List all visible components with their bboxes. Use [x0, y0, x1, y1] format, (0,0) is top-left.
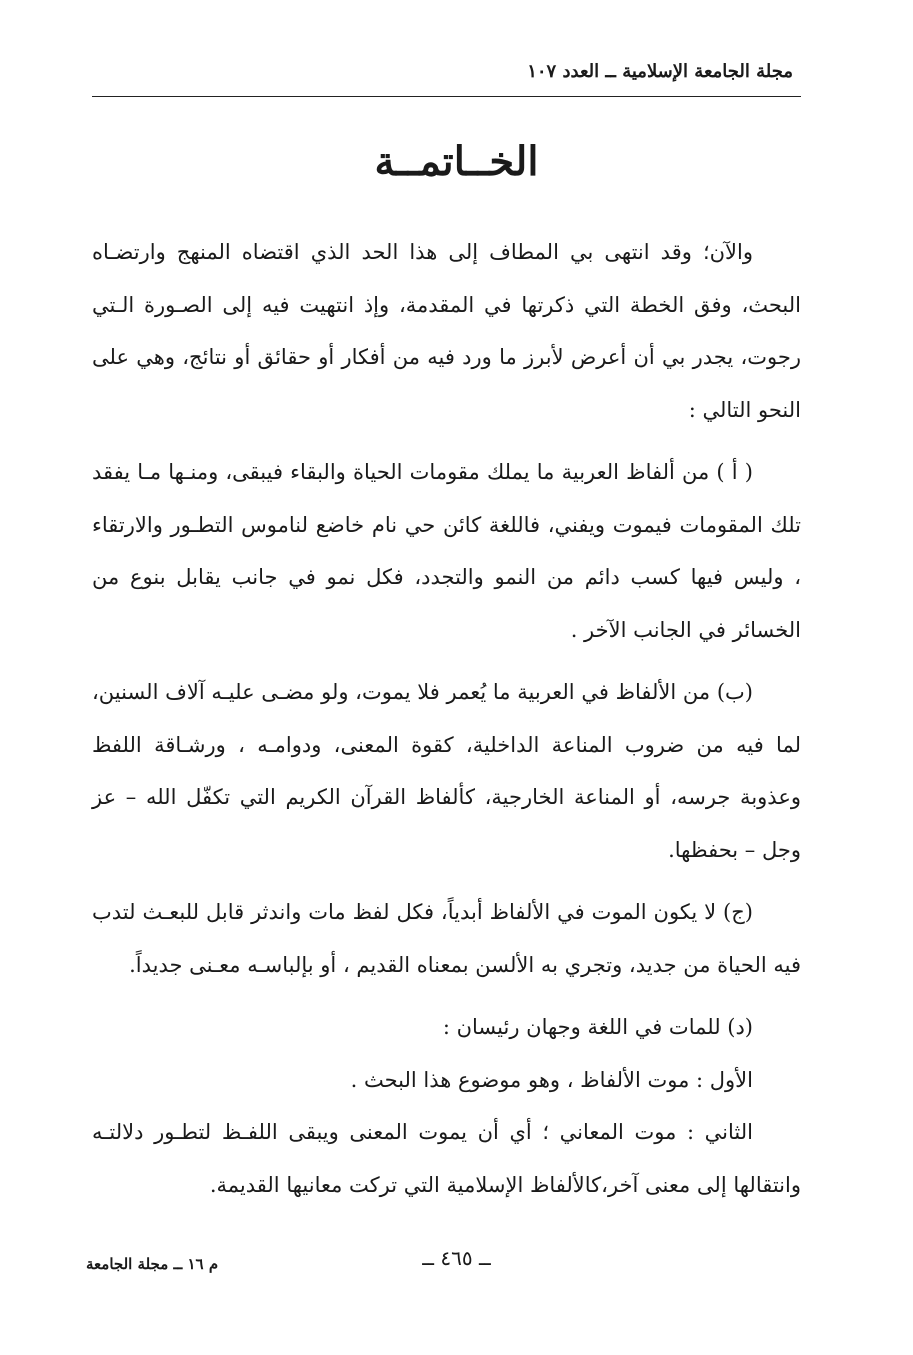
footer-signature: م ١٦ ــ مجلة الجامعة [86, 1255, 219, 1273]
paragraph-point-c: (ج) لا يكون الموت في الألفاظ أبدياً، فكل لفظ مات واندثر قابل للبعـث لتدب فيه الحياة من جديد، وتجري به الألسن بمعناه القديم ، أو بإلباسـه معـنى جديداً. [92, 900, 801, 977]
paragraph-intro: والآن؛ وقد انتهى بي المطاف إلى هذا الحد الذي اقتضاه المنهج وارتضـاه البحث، وفق الخطة التي ذكرتها في المقدمة، وإذ انتهيت فيه إلى الصـورة الـتي رجوت، يجدر بي أن أعرض لأبرز ما ورد فيه من أفكار أو حقائق أو نتائج، وهي على النحو التالي : [92, 240, 801, 422]
body-text [92, 226, 801, 1221]
running-header: مجلة الجامعة الإسلامية ــ العدد ١٠٧ [527, 61, 793, 82]
paragraph-point-d: (د) للمات في اللغة وجهان رئيسان : [442, 1015, 753, 1039]
chapter-title: الخــاتمــة [374, 138, 539, 185]
header-rule [92, 96, 801, 97]
paragraph-point-a: ( أ ) من ألفاظ العربية ما يملك مقومات الحياة والبقاء فيبقى، ومنـها مـا يفقد تلك المقومات فيموت ويفني، فاللغة كائن حي نام خاضع لناموس التطـور والارتقاء ، وليس فيها كسب دائم من النمو والتجدد، فكل نمو في جانب يقابل بنوع من الخسائر في الجانب الآخر . [92, 460, 801, 642]
paragraph-point-b: (ب) من الألفاظ في العربية ما يُعمر فلا يموت، ولو مضـى عليـه آلاف السنين، لما فيه من ضروب المناعة الداخلية، كقوة المعنى، ودوامـه ، ورشـاقة اللفظ وعذوبة جرسه، أو المناعة الخارجية، كألفاظ القرآن الكريم التي تكفّل الله – عز وجل – بحفظها. [92, 680, 801, 862]
paragraph-second-aspect: الثاني : موت المعاني ؛ أي أن يموت المعنى ويبقى اللفـظ لتطـور دلالتـه وانتقالها إلى معنى آخر،كالألفاظ الإسلامية التي تركت معانيها القديمة. [92, 1120, 801, 1197]
page-number: ــ ٤٦٥ ــ [422, 1246, 491, 1270]
paragraph-first-aspect: الأول : موت الألفاظ ، وهو موضوع هذا البحث . [350, 1067, 753, 1092]
